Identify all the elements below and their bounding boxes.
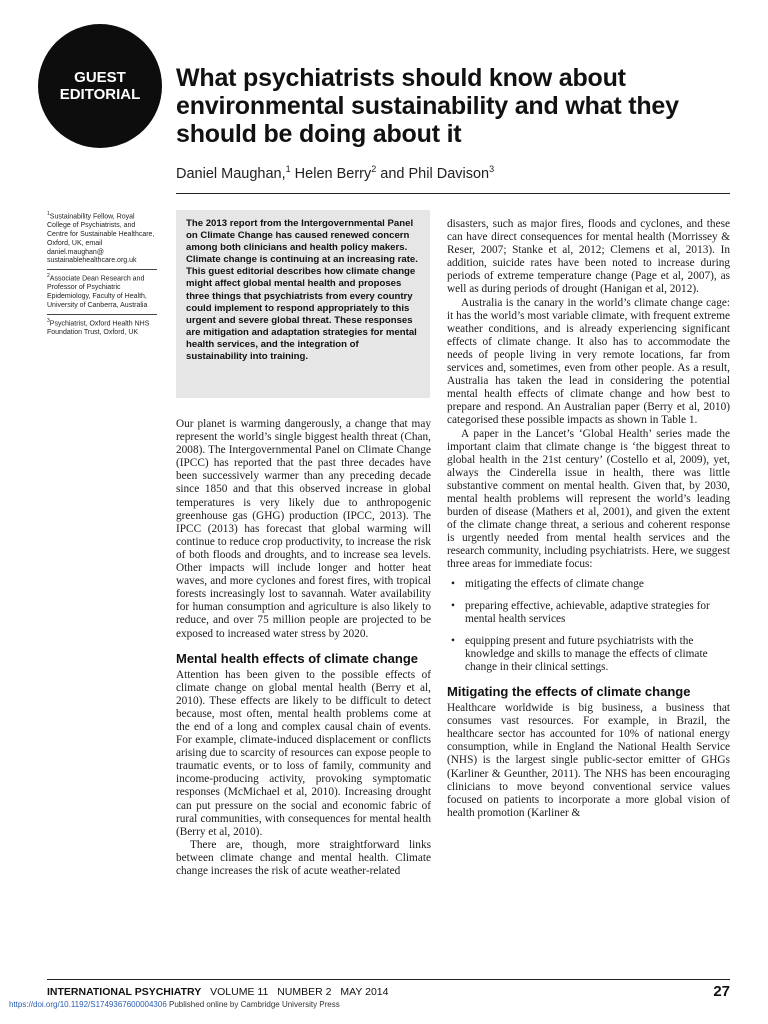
author-affil-mark: 2 <box>371 164 377 174</box>
body-paragraph: Our planet is warming dangerously, a change that may represent the world’s single biggest health threat (Chan, 2008). The Intergovernmental Panel on Climate Change (IPCC) has reported that the past three decades have been successively warmer than any preceding decade since 1850 and that this observed increase in global temperatures is very likely due to anthropogenic greenhouse gas (GHG) production (IPCC, 2013). The IPCC (2013) has forecast that global warming will continue to reduce crop productivity, to increase the risk of both floods and droughts, and to increase sea levels. Other impacts will include longer and hotter heat waves, and more cyclones and forest fires, with tropical forests increasingly lost to savannah. Water availability for human consumption and agriculture is also likely to reduce, and over 75 million people are projected to be exposed to increased water stress by 2020. <box>176 418 431 640</box>
affiliation-text: Associate Dean Research and Professor of Psychiatric Epidemiology, Faculty of Health, University of Canberra, Australia <box>47 275 148 309</box>
author-affil-mark: 3 <box>489 164 495 174</box>
author-affil-mark: 1 <box>285 164 291 174</box>
doi-link[interactable]: https://doi.org/10.1192/S1749367600004306 <box>9 1000 167 1009</box>
body-paragraph: A paper in the Lancet’s ‘Global Health’ series made the important claim that climate change is ‘the biggest threat to global health in the 21st century’ (Costello et al, 2009), yet, always the Cinderella issue in health, there was little substantive comment on mental health. Given that, by 2030, mental health problems will represent the world’s leading burden of disease (Mathers et al, 2001), and given the extent of the climate change threat, a serious and coherent response is urgently needed from mental health services and the research community, including psychiatrists. Here, we suggest three areas for immediate focus: <box>447 427 730 571</box>
journal-name: INTERNATIONAL PSYCHIATRY <box>47 986 202 998</box>
right-column <box>447 218 730 820</box>
author-name: and Phil Davison <box>376 165 490 182</box>
body-paragraph: Attention has been given to the possible effects of climate change on global mental health (Berry et al, 2010). These effects are likely to be difficult to detect because, most often, mental health problems come at the end of a long and complex causal chain of events. For example, climate-induced displacement or conflicts arising due to scarcity of resources can expose people to traumatic events, or to loss of family, community and income-producing activity, provoking symptomatic responses (McMichael et al, 2010). Increasing drought can put pressure on the social and economic fabric of rural communities, with consequences for mental health (Berry et al, 2010). <box>176 668 431 838</box>
journal-date: MAY 2014 <box>340 986 389 998</box>
affiliation-item <box>47 315 157 341</box>
focus-list <box>447 578 730 675</box>
author-name: Daniel Maughan, <box>176 165 286 182</box>
list-item <box>447 578 730 591</box>
title-divider <box>176 193 730 194</box>
author-name: Helen Berry <box>290 165 372 182</box>
guest-editorial-badge <box>38 24 162 148</box>
body-paragraph: There are, though, more straightforward links between climate change and mental health. Climate change increases the risk of acute weather-related <box>176 838 431 877</box>
journal-number: NUMBER 2 <box>277 986 332 998</box>
affiliations <box>47 208 157 341</box>
author-list <box>176 164 494 182</box>
footer-divider <box>47 979 730 980</box>
affiliation-mark: 3 <box>47 317 50 324</box>
affiliation-item <box>47 270 157 315</box>
journal-footer <box>47 986 394 998</box>
body-paragraph: Healthcare worldwide is big business, a business that consumes vast resources. For example, in Brazil, the healthcare sector has accounted for 10% of national energy consumption, while in England the National Health Service (NHS) is the largest single public-sector emitter of GHGs (Karliner & Geunther, 2011). The NHS has been encouraging clinicians to move beyond conventional service values focused on patients to incorporate a more global vision of health promotion (Karliner & <box>447 702 730 819</box>
bullet-icon: • <box>451 599 455 612</box>
page-number: 27 <box>713 983 730 1000</box>
list-item <box>447 635 730 674</box>
list-item-text: preparing effective, achievable, adaptive strategies for mental health services <box>465 599 710 625</box>
affiliation-text: Psychiatrist, Oxford Health NHS Foundation Trust, Oxford, UK <box>47 319 150 336</box>
badge-line-2: EDITORIAL <box>59 86 141 103</box>
bullet-icon: • <box>451 577 455 590</box>
body-paragraph: disasters, such as major fires, floods and cyclones, and these can have direct consequences for mental health (Morrissey & Reser, 2007; Stanke et al, 2012; Clemens et al, 2013). In addition, suicide rates have been noted to increase during periods of extreme temperature change (Page et al, 2007), as well as during periods of drought (Hanigan et al, 2012). <box>447 218 730 296</box>
badge-line-1: GUEST <box>74 69 126 86</box>
abstract-box: The 2013 report from the Intergovernmental Panel on Climate Change has caused renewed concern among both clinicians and health policy makers. Climate change is continuing at an increasing rate. This guest editorial describes how climate change might affect global mental health and proposes three things that psychiatrists from every country could implement to respond appropriately to this urgent and severe global threat. These responses are mitigation and adaptation strategies for mental health services, and the integration of sustainability into training. <box>176 210 430 398</box>
affiliation-item <box>47 208 157 270</box>
section-heading: Mental health effects of climate change <box>176 650 419 666</box>
left-column <box>176 418 431 878</box>
published-note: Published online by Cambridge University Press <box>169 1000 340 1009</box>
section-heading: Mitigating the effects of climate change <box>447 684 691 700</box>
affiliation-mark: 2 <box>47 273 50 280</box>
list-item-text: equipping present and future psychiatrists with the knowledge and skills to manage the effects of climate change in their clinical settings. <box>465 634 708 673</box>
article-title: What psychiatrists should know about environmental sustainability and what they should be doing about it <box>176 64 679 148</box>
affiliation-text: Sustainability Fellow, Royal College of Psychiatrists, and Centre for Sustainable Healthcare, Oxford, UK, email daniel.maughan@ sustainablehealthcare.org.uk <box>47 213 155 265</box>
affiliation-mark: 1 <box>47 211 50 217</box>
bullet-icon: • <box>451 634 455 647</box>
doi-line <box>9 1000 340 1009</box>
list-item <box>447 600 730 626</box>
journal-volume: VOLUME 11 <box>210 986 269 998</box>
list-item-text: mitigating the effects of climate change <box>465 577 644 590</box>
body-paragraph: Australia is the canary in the world’s climate change cage: it has the world’s most variable climate, with frequent extreme weather conditions, and is already experiencing significant effects of climate change. It also has to accommodate the needs of people living in very remote locations, far from services and, sometimes, even from other people. As a result, Australia has taken the lead in considering the potential mental health effects of climate change and how best to prepare and respond. An Australian paper (Berry et al, 2010) categorised these possible impacts as shown in Table 1. <box>447 296 730 427</box>
